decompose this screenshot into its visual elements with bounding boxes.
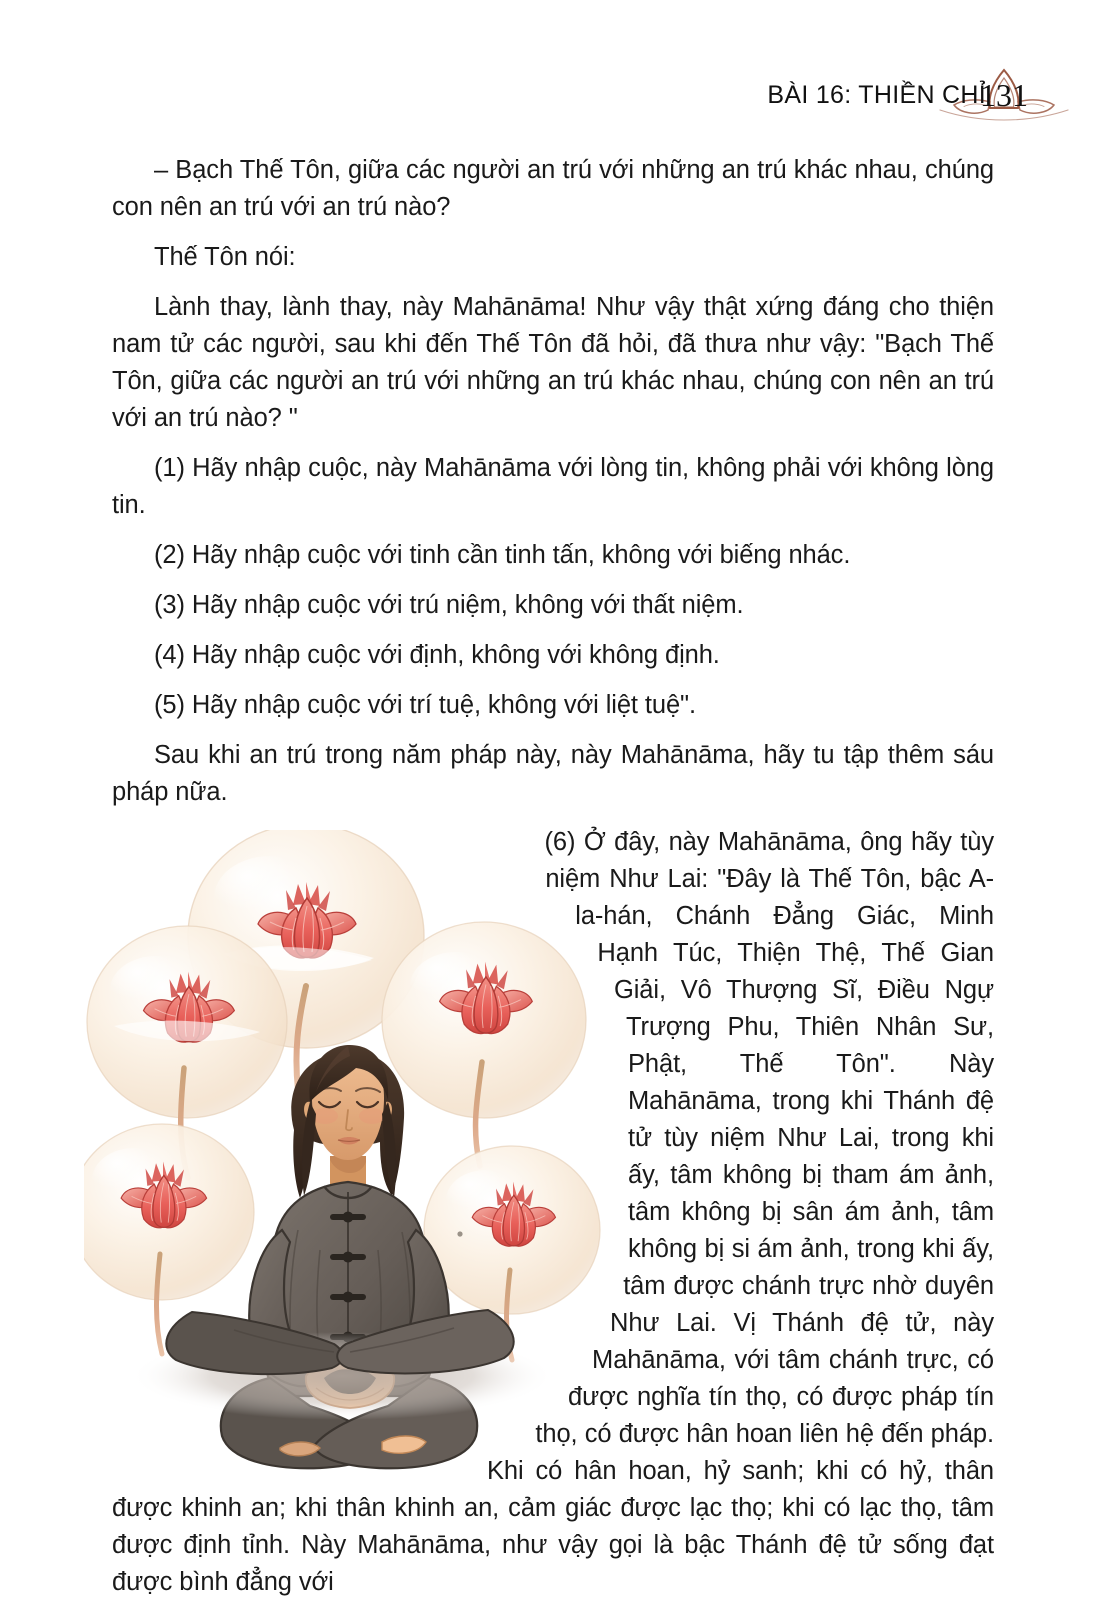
paragraph-praise: Lành thay, lành thay, này Mahānāma! Như vậy thật xứng đáng cho thiện nam tử các người, sau khi đến Thế Tôn đã hỏi, đã thưa như vậy: "Bạch Thế Tôn, giữa các người an trú với những an trú khác nhau, chúng con nên an trú với an trú nào? " (112, 293, 994, 432)
lotus-bubble-lower-left (84, 1124, 254, 1354)
paragraph-item-6: (6) Ở đây, này Mahānāma, ông hãy tùy niệm Như Lai: "Đây là Thế Tôn, bậc A-la-hán, Chánh Đẳng Giác, Minh Hạnh Túc, Thiện Thệ, Thế Gian Giải, Vô Thượng Sĩ, Điều Ngự Trượng Phu, Thiên Nhân Sư, Phật, Thế Tôn". Này Mahānāma, trong khi Thánh đệ tử tùy niệm Như Lai, trong khi ấy, tâm không bị tham ám ảnh, tâm không bị sân ám ảnh, tâm không bị si ám ảnh, trong khi ấy, tâm được chánh trực nhờ duyên Như Lai. Vị Thánh đệ tử, này Mahānāma, với tâm chánh trực, có được nghĩa tín thọ, có được pháp tín thọ, có được hân hoan liên hệ đến pháp. Khi có hân hoan, hỷ sanh; khi có hỷ, thân được khinh an; khi thân khinh an, cảm giác được lạc thọ; khi có lạc thọ, tâm được định tỉnh. Này Mahānāma, như vậy gọi là bậc Thánh đệ tử sống đạt được bình đẳng với (112, 828, 994, 1596)
page-number: 131 (980, 77, 1028, 114)
illustrated-paragraph-block (112, 824, 994, 1601)
list-item-2: (2) Hãy nhập cuộc với tinh cần tinh tấn, không với biếng nhác. (154, 541, 851, 569)
page-header (767, 58, 1070, 132)
list-item-5: (5) Hãy nhập cuộc với trí tuệ, không với liệt tuệ". (154, 691, 696, 719)
list-item-1: (1) Hãy nhập cuộc, này Mahānāma với lòng tin, không phải với không lòng tin. (112, 454, 994, 519)
lotus-bubble-lower-right (424, 1146, 600, 1360)
paragraph-summary: Sau khi an trú trong năm pháp này, này Mahānāma, hãy tu tập thêm sáu pháp nữa. (112, 741, 994, 806)
paragraph-question: – Bạch Thế Tôn, giữa các người an trú với những an trú khác nhau, chúng con nên an trú với an trú nào? (112, 156, 994, 221)
page-body (112, 152, 994, 1614)
paragraph-speaker: Thế Tôn nói: (154, 243, 296, 271)
lotus-bubble-upper-right (382, 922, 586, 1166)
meditation-illustration (84, 830, 614, 1480)
list-item-4: (4) Hãy nhập cuộc với định, không với không định. (154, 641, 720, 669)
page-title: BÀI 16: THIỀN CHỈ (767, 80, 986, 109)
list-item-3: (3) Hãy nhập cuộc với trú niệm, không với thất niệm. (154, 591, 744, 619)
